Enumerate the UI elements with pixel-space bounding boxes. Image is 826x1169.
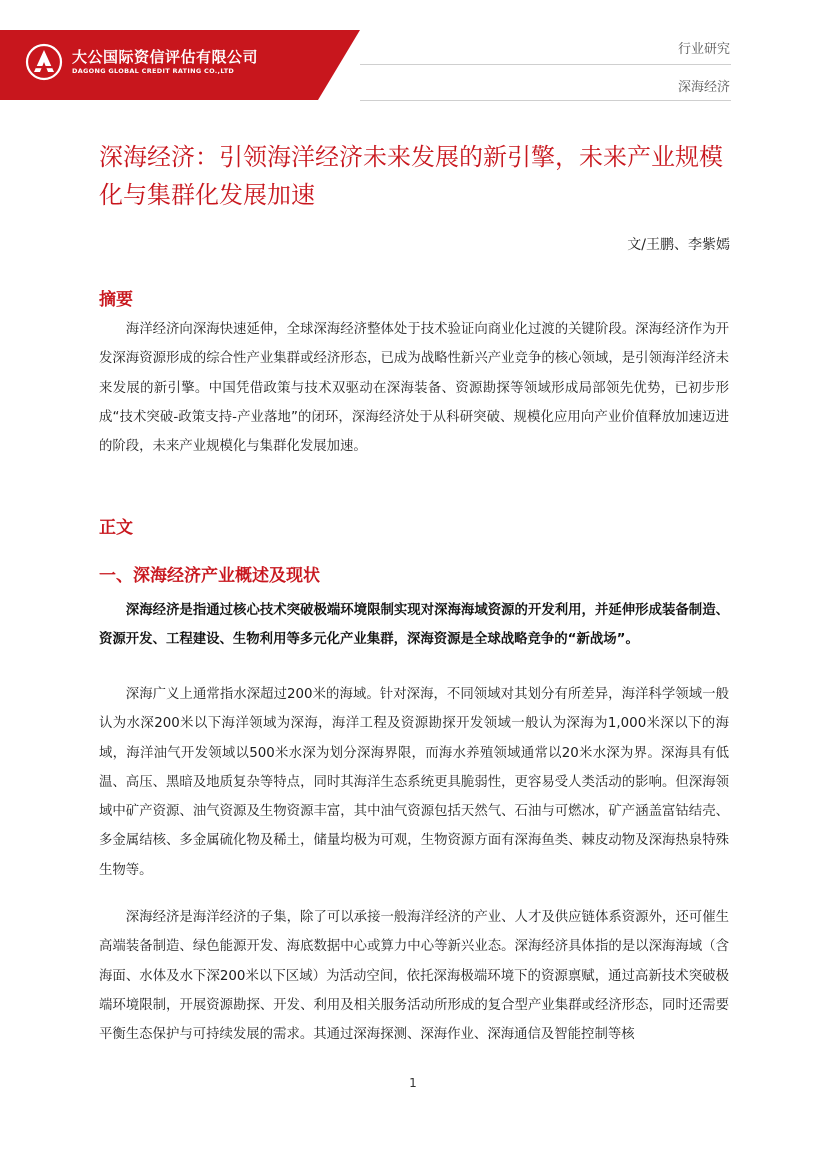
header-divider [360, 100, 731, 101]
document-title: 深海经济：引领海洋经济未来发展的新引擎，未来产业规模化与集群化发展加速 [99, 143, 723, 209]
body-paragraph: 深海经济是海洋经济的子集，除了可以承接一般海洋经济的产业、人才及供应链体系资源外，还可催生高端装备制造、绿色能源开发、海底数据中心或算力中心等新兴业态。深海经济具体指的是以深海海域（含海面、水体及水下深200米以下区域）为活动空间，依托深海极端环境下的资源禀赋，通过高新技术突破极端环境限制，开展资源勘探、开发、利用及相关服务活动所形成的复合型产业集群或经济形态，同时还需要平衡生态保护与可持续发展的需求。其通过深海探测、深海作业、深海通信及智能控制等核 [99, 910, 729, 1043]
topic-tag: 深海经济 [677, 80, 730, 95]
dagong-emblem-icon [24, 42, 64, 82]
logo-chinese-name: 大公国际资信评估有限公司 [72, 48, 259, 66]
body-heading: 正文 [99, 518, 133, 538]
abstract-heading: 摘要 [99, 290, 133, 310]
body-paragraph: 深海广义上通常指水深超过200米的海域。针对深海，不同领域对其划分有所差异，海洋科学领域一般认为水深200米以下海洋领域为深海，海洋工程及资源勘探开发领域一般认为深海为1,000米深以下的海域，海洋油气开发领域以500米水深为划分深海界限，而海水养殖领域通常以20米水深为界。深海具有低温、高压、黑暗及地质复杂等特点，同时其海洋生态系统更具脆弱性，更容易受人类活动的影响。但深海领域中矿产资源、油气资源及生物资源丰富，其中油气资源包括天然气、石油与可燃冰，矿产涵盖富钴结壳、多金属结核、多金属硫化物及稀土，储量均极为可观，生物资源方面有深海鱼类、棘皮动物及深海热泉特殊生物等。 [99, 687, 729, 878]
key-finding-paragraph: 深海经济是指通过核心技术突破极端环境限制实现对深海海域资源的开发利用，并延伸形成装备制造、资源开发、工程建设、生物利用等多元化产业集群，深海资源是全球战略竞争的“新战场”。 [99, 603, 729, 648]
logo-english-name: DAGONG GLOBAL CREDIT RATING CO.,LTD [72, 67, 235, 75]
company-logo [24, 42, 264, 82]
authors: 文/王鹏、李紫嫣 [627, 237, 730, 253]
section-1-heading: 一、深海经济产业概述及现状 [99, 566, 320, 586]
page-number: 1 [409, 1076, 417, 1090]
abstract-paragraph: 海洋经济向深海快速延伸，全球深海经济整体处于技术验证向商业化过渡的关键阶段。深海经济作为开发深海资源形成的综合性产业集群或经济形态，已成为战略性新兴产业竞争的核心领域，是引领海洋经济未来发展的新引擎。中国凭借政策与技术双驱动在深海装备、资源勘探等领域形成局部领先优势，已初步形成“技术突破-政策支持-产业落地”的闭环，深海经济处于从科研突破、规模化应用向产业价值释放加速迈进的阶段，未来产业规模化与集群化发展加速。 [99, 322, 729, 455]
header-divider [360, 64, 731, 65]
category-tag: 行业研究 [677, 42, 730, 57]
